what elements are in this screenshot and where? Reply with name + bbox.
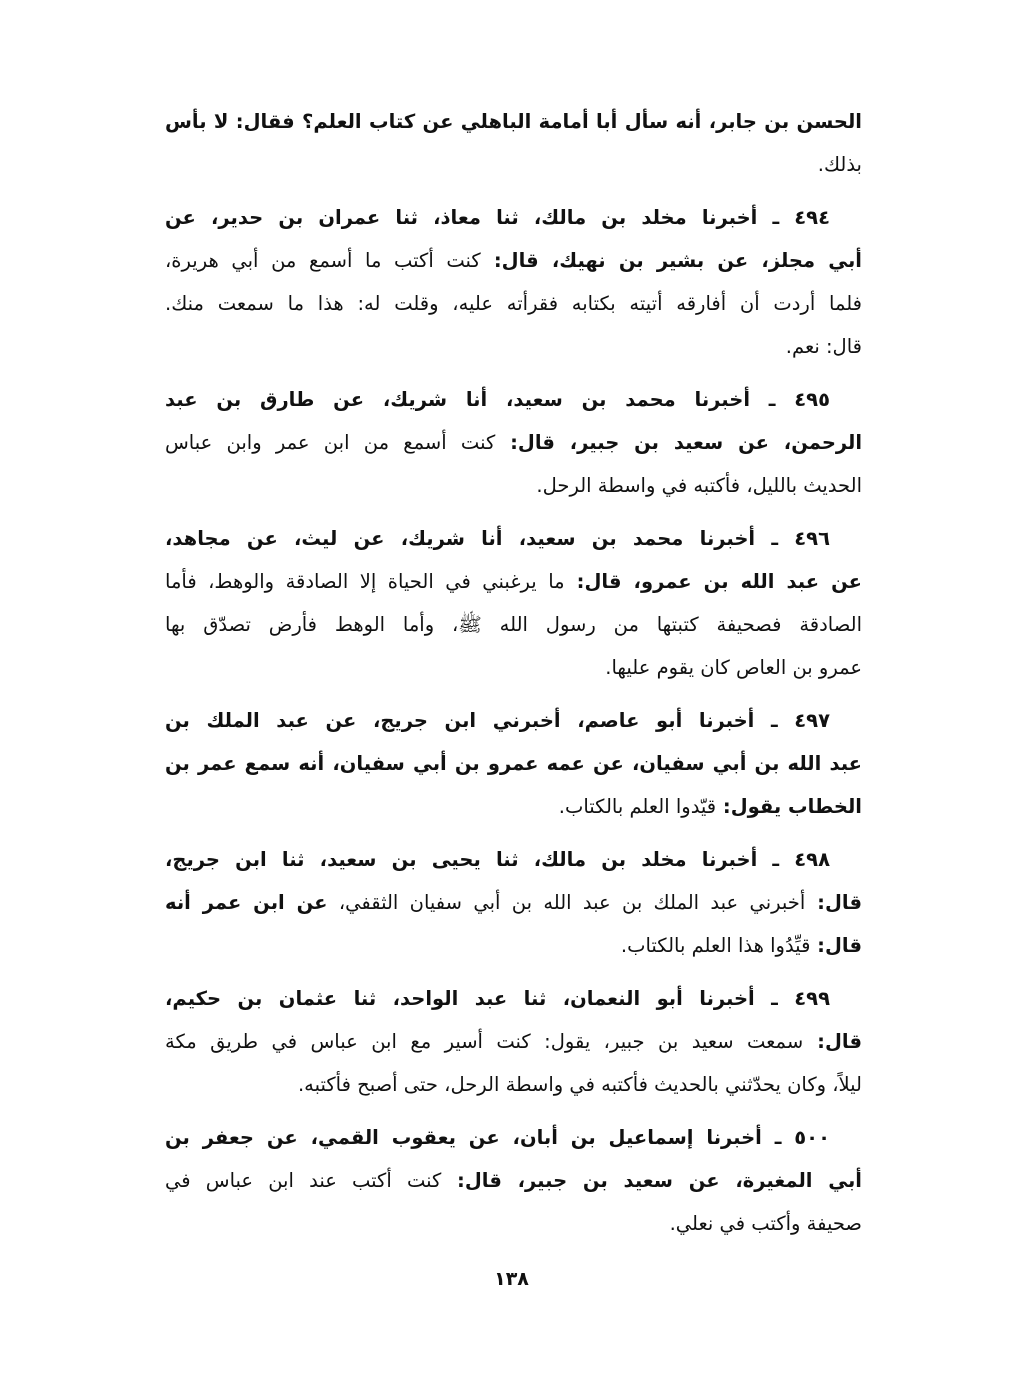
matn-text: أخبرني عبد الملك بن عبد الله بن أبي سفيان الثقفي، [327, 891, 806, 914]
hadith-paragraph [165, 196, 862, 368]
isnad-text: الحسن بن جابر، أنه سأل أبا أمامة الباهلي عن كتاب العلم؟ فقال: لا بأس [165, 110, 862, 133]
matn-text: بذلك. [817, 153, 862, 176]
isnad-text: أبي مجلز، عن بشير بن نهيك، قال: [480, 249, 862, 272]
isnad-text: ٤٩٥ ـ أخبرنا محمد بن سعيد، أنا شريك، عن طارق بن عبد [165, 388, 830, 411]
page-text-body [165, 100, 862, 1255]
isnad-text: ٤٩٧ ـ أخبرنا أبو عاصم، أخبرني ابن جريج، عن عبد الملك بن [165, 709, 830, 732]
isnad-text: الخطاب يقول: [716, 795, 862, 818]
text-line [165, 464, 862, 507]
text-line [165, 1202, 862, 1245]
matn-text: كنت أكتب ما أسمع من أبي هريرة، [165, 249, 481, 272]
hadith-paragraph [165, 517, 862, 689]
isnad-text: قال: [805, 891, 862, 914]
isnad-text: ٥٠٠ ـ أخبرنا إسماعيل بن أبان، عن يعقوب القمي، عن جعفر بن [165, 1126, 830, 1149]
matn-text: صحيفة وأكتب في نعلي. [669, 1212, 862, 1235]
text-line [165, 1116, 862, 1159]
text-line [165, 838, 862, 881]
matn-text: قيِّدُوا هذا العلم بالكتاب. [620, 934, 811, 957]
isnad-text: ٤٩٩ ـ أخبرنا أبو النعمان، ثنا عبد الواحد، ثنا عثمان بن حكيم، [165, 987, 830, 1010]
text-line [165, 977, 862, 1020]
text-line [165, 560, 862, 603]
text-line [165, 282, 862, 325]
matn-text: الحديث بالليل، فأكتبه في واسطة الرحل. [536, 474, 862, 497]
text-line [165, 1159, 862, 1202]
text-line [165, 603, 862, 646]
text-line [165, 924, 862, 967]
text-line [165, 785, 862, 828]
isnad-text: عن ابن عمر أنه [165, 891, 328, 914]
matn-text: كنت أسمع من ابن عمر وابن عباس [165, 431, 496, 454]
hadith-paragraph [165, 378, 862, 507]
matn-text: قال: نعم. [785, 335, 862, 358]
page-number: ١٣٨ [494, 1268, 529, 1290]
hadith-paragraph [165, 838, 862, 967]
continuation-paragraph [165, 100, 862, 186]
matn-text: قيّدوا العلم بالكتاب. [558, 795, 717, 818]
isnad-text: عبد الله بن أبي سفيان، عن عمه عمرو بن أبي سفيان، أنه سمع عمر بن [165, 752, 862, 775]
matn-text: عمرو بن العاص كان يقوم عليها. [605, 656, 862, 679]
text-line [165, 239, 862, 282]
text-line [165, 1020, 862, 1063]
hadith-paragraph [165, 699, 862, 828]
matn-text: الصادقة فصحيفة كتبتها من رسول الله ﷺ، وأما الوهط فأرض تصدّق بها [165, 613, 862, 636]
matn-text: ما يرغبني في الحياة إلا الصادقة والوهط، فأما [165, 570, 565, 593]
matn-text: كنت أكتب عند ابن عباس في [165, 1169, 442, 1192]
isnad-text: الرحمن، عن سعيد بن جبير، قال: [495, 431, 863, 454]
text-line [165, 421, 862, 464]
text-line [165, 517, 862, 560]
text-line [165, 699, 862, 742]
text-line [165, 196, 862, 239]
text-line [165, 100, 862, 143]
text-line [165, 742, 862, 785]
text-line [165, 646, 862, 689]
isnad-text: قال: [810, 934, 862, 957]
isnad-text: أبي المغيرة، عن سعيد بن جبير، قال: [441, 1169, 862, 1192]
text-line [165, 143, 862, 186]
isnad-text: عن عبد الله بن عمرو، قال: [564, 570, 862, 593]
isnad-text: ٤٩٤ ـ أخبرنا مخلد بن مالك، ثنا معاذ، ثنا عمران بن حدير، عن [165, 206, 830, 229]
text-line [165, 1063, 862, 1106]
hadith-paragraph [165, 977, 862, 1106]
text-line [165, 378, 862, 421]
isnad-text: ٤٩٦ ـ أخبرنا محمد بن سعيد، أنا شريك، عن ليث، عن مجاهد، [165, 527, 830, 550]
isnad-text: ٤٩٨ ـ أخبرنا مخلد بن مالك، ثنا يحيى بن سعيد، ثنا ابن جريج، [165, 848, 830, 871]
text-line [165, 325, 862, 368]
matn-text: ليلاً، وكان يحدّثني بالحديث فأكتبه في واسطة الرحل، حتى أصبح فأكتبه. [297, 1073, 862, 1096]
hadith-paragraph [165, 1116, 862, 1245]
matn-text: فلما أردت أن أفارقه أتيته بكتابه فقرأته عليه، وقلت له: هذا ما سمعت منك. [165, 292, 862, 315]
matn-text: سمعت سعيد بن جبير، يقول: كنت أسير مع ابن عباس في طريق مكة [165, 1030, 804, 1053]
isnad-text: قال: [803, 1030, 862, 1053]
text-line [165, 881, 862, 924]
